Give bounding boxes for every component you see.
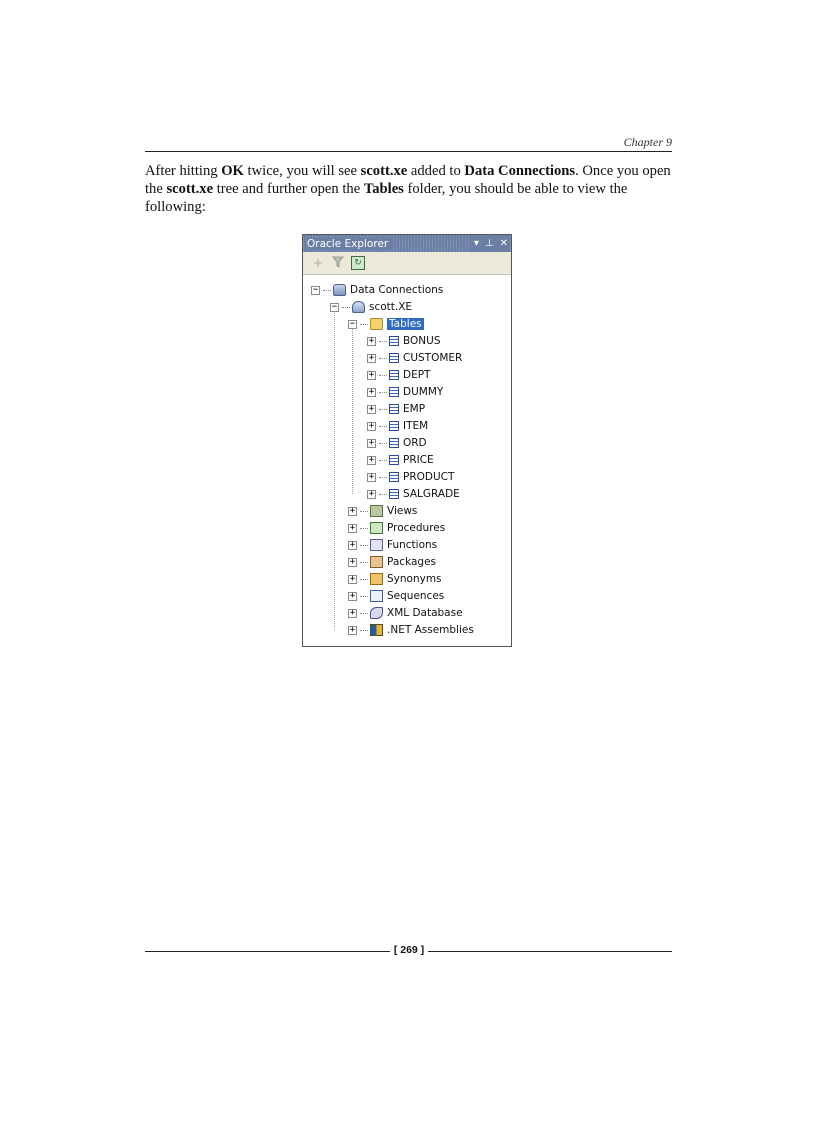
collapse-toggle[interactable]: − [349, 318, 356, 329]
tree-node-table-emp-label: EMP [403, 403, 426, 415]
tree-connector [379, 409, 387, 410]
tree-connector [379, 460, 387, 461]
expand-toggle[interactable]: + [368, 403, 375, 414]
tree-node-table-ord-label: ORD [403, 437, 427, 449]
views-icon [370, 505, 383, 517]
tree-node-packages-label: Packages [387, 556, 436, 568]
tree-node-table-item[interactable] [367, 418, 428, 434]
tree-connector [360, 613, 368, 614]
tree-connector [360, 630, 368, 631]
tree-node-views-label: Views [387, 505, 418, 517]
footer-rule-left [145, 951, 390, 952]
table-icon [389, 404, 399, 414]
expand-toggle[interactable]: + [368, 437, 375, 448]
tree-connector [360, 545, 368, 546]
table-icon [389, 472, 399, 482]
tree-connector [379, 392, 387, 393]
expand-toggle[interactable]: + [368, 420, 375, 431]
tree-node-sequences-label: Sequences [387, 590, 445, 602]
expand-toggle[interactable]: + [349, 573, 356, 584]
tree-node-synonyms-label: Synonyms [387, 573, 442, 585]
tree-node-table-salgrade[interactable] [367, 486, 460, 502]
expand-toggle[interactable]: + [349, 505, 356, 516]
panel-toolbar [303, 252, 511, 275]
tree-connector [360, 562, 368, 563]
expand-toggle[interactable]: + [349, 590, 356, 601]
syn-icon [370, 573, 383, 585]
footer-rule-right [428, 951, 672, 952]
body-paragraph: After hitting OK twice, you will see scott.xe added to Data Connections. Once you open the scott.xe tree and further open the Tables folder, you should be able to view the following: [145, 163, 671, 215]
tree-node-scott-xe[interactable] [330, 299, 412, 315]
tree-node-procedures[interactable] [348, 520, 445, 536]
tree-connector [379, 443, 387, 444]
tree-node-table-dummy[interactable] [367, 384, 443, 400]
tree-node-table-product-label: PRODUCT [403, 471, 455, 483]
tree-node-xml-database[interactable] [348, 605, 463, 621]
tree-node-packages[interactable] [348, 554, 436, 570]
panel-titlebar [303, 235, 511, 252]
table-icon [389, 336, 399, 346]
tree-node-sequences[interactable] [348, 588, 444, 604]
table-icon [389, 421, 399, 431]
header-rule [145, 151, 672, 152]
tree-node-table-salgrade-label: SALGRADE [403, 488, 460, 500]
table-icon [389, 455, 399, 465]
tree-connector [360, 511, 368, 512]
tree-connector [360, 596, 368, 597]
expand-toggle[interactable]: + [368, 488, 375, 499]
collapse-toggle[interactable]: − [331, 301, 338, 312]
tree-node-table-customer[interactable] [367, 350, 462, 366]
tree-node-table-item-label: ITEM [403, 420, 429, 432]
tree-node-table-dummy-label: DUMMY [403, 386, 444, 398]
pin-icon[interactable]: ⊥ [484, 238, 494, 249]
tree-connector [379, 494, 387, 495]
tree-node-tables[interactable] [348, 316, 424, 332]
tree-connector [360, 579, 368, 580]
tree-node-functions[interactable] [348, 537, 437, 553]
tree-connector [360, 528, 368, 529]
tree-node-xml-database-label: XML Database [387, 607, 463, 619]
tree-node-table-emp[interactable] [367, 401, 425, 417]
func-icon [370, 539, 383, 551]
db-icon [333, 284, 346, 296]
oracle-explorer-panel [302, 234, 512, 647]
close-icon[interactable]: ✕ [499, 238, 508, 249]
xml-icon [370, 607, 383, 619]
tree-node-data-connections[interactable] [311, 282, 443, 298]
expand-toggle[interactable]: + [368, 369, 375, 380]
add-icon[interactable]: + [312, 256, 324, 270]
refresh-icon[interactable]: ↻ [351, 256, 365, 270]
tree-node-table-customer-label: CUSTOMER [403, 352, 463, 364]
tree-node-tables-label: Tables [389, 318, 422, 330]
tree-node-table-dept[interactable] [367, 367, 430, 383]
connection-guide-line [334, 311, 335, 630]
tree-node-table-dept-label: DEPT [403, 369, 431, 381]
expand-toggle[interactable]: + [368, 471, 375, 482]
proc-icon [370, 522, 383, 534]
tree-connector [379, 341, 387, 342]
conn-icon [352, 301, 365, 313]
tree-connector [379, 375, 387, 376]
expand-toggle[interactable]: + [368, 335, 375, 346]
tree-node-net-assemblies[interactable] [348, 622, 474, 638]
table-icon [389, 387, 399, 397]
tree-node-procedures-label: Procedures [387, 522, 446, 534]
tree-connector [379, 477, 387, 478]
panel-title: Oracle Explorer [307, 238, 391, 250]
expand-toggle[interactable]: + [368, 352, 375, 363]
tree-node-table-product[interactable] [367, 469, 454, 485]
tree-node-data-connections-label: Data Connections [350, 284, 444, 296]
seq-icon [370, 590, 383, 602]
tree-connector [379, 426, 387, 427]
dropdown-icon[interactable]: ▾ [473, 238, 479, 249]
tree-node-scott-xe-label: scott.XE [369, 301, 413, 313]
expand-toggle[interactable]: + [349, 556, 356, 567]
filter-icon[interactable] [331, 256, 345, 271]
table-icon [389, 353, 399, 363]
tree-node-table-ord[interactable] [367, 435, 427, 451]
expand-toggle[interactable]: + [349, 624, 356, 635]
folder-icon [370, 318, 383, 330]
expand-toggle[interactable]: + [349, 522, 356, 533]
tree-connector [360, 324, 368, 325]
tree-node-synonyms[interactable] [348, 571, 442, 587]
collapse-toggle[interactable]: − [312, 284, 319, 295]
page-number: [ 269 ] [393, 944, 425, 956]
expand-toggle[interactable]: + [349, 607, 356, 618]
tree-node-table-price[interactable] [367, 452, 434, 468]
tree-node-table-bonus-label: BONUS [403, 335, 441, 347]
tree-node-net-assemblies-label: .NET Assemblies [387, 624, 474, 636]
chapter-label: Chapter 9 [623, 135, 672, 149]
table-icon [389, 438, 399, 448]
net-icon [370, 624, 383, 636]
table-icon [389, 489, 399, 499]
table-icon [389, 370, 399, 380]
tree-connector [379, 358, 387, 359]
tree-node-functions-label: Functions [387, 539, 438, 551]
tables-guide-line [352, 328, 353, 494]
tree-node-views[interactable] [348, 503, 417, 519]
tree-connector [342, 307, 350, 308]
tree-node-table-bonus[interactable] [367, 333, 441, 349]
expand-toggle[interactable]: + [349, 539, 356, 550]
expand-toggle[interactable]: + [368, 454, 375, 465]
pkg-icon [370, 556, 383, 568]
tree-connector [323, 290, 331, 291]
expand-toggle[interactable]: + [368, 386, 375, 397]
tree-node-table-price-label: PRICE [403, 454, 434, 466]
